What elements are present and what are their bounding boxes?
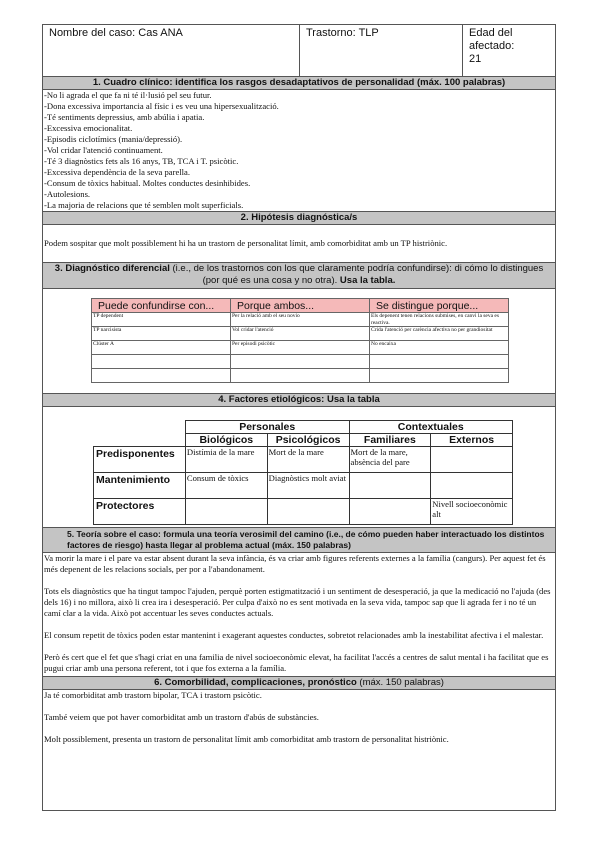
clinical-traits-list [43, 90, 555, 212]
table-row [92, 327, 509, 341]
factor-row [94, 447, 513, 473]
disorder: Trastorno: TLP [300, 25, 463, 76]
section-1-title: 1. Cuadro clínico: identifica los rasgos desadaptativos de personalidad (máx. 100 palabras) [43, 77, 555, 90]
table-cell [92, 355, 231, 369]
s6-title-bold: 6. Comorbilidad, complicaciones, pronóstico [154, 677, 357, 688]
comorbidity-paragraph: També veiem que pot haver comorbiditat amb un trastorn d'abús de substàncies. [44, 712, 319, 722]
section-4-title: 4. Factores etiológicos: Usa la tabla [43, 394, 555, 407]
table-cell [370, 355, 509, 369]
age-label: Edad del afectado: [469, 27, 515, 52]
section-3-title [43, 263, 555, 289]
factor-cell: Distímia de la mare [185, 447, 267, 473]
trait-item: -Consum de tòxics habitual. Moltes conductes desinhibides. [44, 178, 251, 188]
theory-paragraph: El consum repetit de tòxics poden estar mantenint i exagerant aquestes conductes, sobretot relacionades amb la inestabilitat afectiva i el malestar. [44, 630, 544, 640]
hypothesis-paragraph: Podem sospitar que molt possiblement hi ha un trastorn de personalitat límit, amb comorbiditat amb un TP histriònic. [44, 238, 448, 248]
s6-title-rest: (máx. 150 palabras) [356, 677, 444, 688]
factor-cell: Diagnòstics molt aviat [267, 473, 349, 499]
differential-area [43, 289, 555, 394]
table-cell [231, 369, 370, 383]
theory-paragraph: Tots els diagnòstics que ha tingut tampoc l'ajuden, perquè porten estigmatització i un sentiment de desesperació, ja que la medicació no l'ajuda (des dels 16) i no millora, això li crea ira i desesperació. Per culpa d'això no es sent motivada en la seva vida, tampoc sap que li agrada fer i no té un camí clar a la vida. Això pot accentuar les seves conductes actuals. [44, 586, 551, 618]
trait-item: -Excessiva dependència de la seva parella. [44, 167, 191, 177]
factor-cell [431, 447, 513, 473]
hypothesis-text [43, 225, 555, 263]
table-cell: Crida l'atenció per carència afectiva no per grandiositat [370, 327, 509, 341]
case-header [43, 25, 555, 77]
factor-cell [349, 499, 431, 525]
table-cell: No encaixa [370, 341, 509, 355]
factor-cell [349, 473, 431, 499]
group-header-row [94, 421, 513, 434]
factor-cell: Consum de tòxics [185, 473, 267, 499]
table-row [92, 355, 509, 369]
paragraph-gap [44, 723, 554, 734]
column-header-row [94, 434, 513, 447]
table-row [92, 369, 509, 383]
trait-item: -Dona excessiva importancia al físic i es veu una hipersexualització. [44, 101, 279, 111]
factor-cell: Mort de la mare [267, 447, 349, 473]
table-row [92, 341, 509, 355]
factor-label: Predisponentes [94, 447, 186, 473]
case-form [42, 24, 556, 811]
s3-title-end: Usa la tabla. [339, 275, 396, 286]
paragraph-gap [44, 619, 554, 630]
paragraph-gap [44, 575, 554, 586]
table-cell: Els depenent tenen relacions submises, en canvi la seva es reactiva. [370, 313, 509, 327]
factor-label: Protectores [94, 499, 186, 525]
comorbidity-paragraph: Molt possiblement, presenta un trastorn de personalitat límit amb comorbiditat amb trastorn de personalitat histriònic. [44, 734, 449, 744]
table-cell: TP narcisista [92, 327, 231, 341]
table-header-row [92, 299, 509, 313]
trait-item: -Autolesions. [44, 189, 91, 199]
trait-item: -No li agrada el que fa ni té il·lusió pel seu futur. [44, 90, 212, 100]
column-header: Puede confundirse con... [92, 299, 231, 313]
s3-title-bold: 3. Diagnóstico diferencial [54, 263, 170, 274]
trait-item: -Excessiva emocionalitat. [44, 123, 133, 133]
table-cell [370, 369, 509, 383]
theory-paragraph: Va morir la mare i el pare va estar absent durant la seva infància, és va criar amb figures referents externes a la família (cangurs). Per aquest fet és més depenent de les relacions socials, per por a l'abandonament. [44, 553, 546, 574]
trait-item: -Té sentiments depressius, amb abúlia i apatia. [44, 112, 205, 122]
paragraph-gap [44, 701, 554, 712]
case-name: Nombre del caso: Cas ANA [43, 25, 300, 76]
paragraph-gap [44, 641, 554, 652]
factor-cell [267, 499, 349, 525]
section-6-title [43, 677, 555, 690]
table-cell: Clúster A [92, 341, 231, 355]
group-contextuales: Contextuales [349, 421, 512, 434]
comorbidity-paragraph: Ja té comorbiditat amb trastorn bipolar, TCA i trastorn psicòtic. [44, 690, 262, 700]
trait-item: -Vol cridar l'atenció continuament. [44, 145, 163, 155]
column-header: Familiares [349, 434, 431, 447]
table-row [92, 313, 509, 327]
s3-title-rest: (i.e., de los trastornos con los que claramente podría confundirse): di cómo lo distingues (por qué es una cosa y no otra). [169, 263, 544, 286]
comorbidity-text [43, 690, 555, 810]
empty-corner [94, 421, 186, 434]
empty-corner [94, 434, 186, 447]
table-cell: Per la relació amb el seu novio [231, 313, 370, 327]
table-cell: Per episodi psicòtic [231, 341, 370, 355]
trait-item: -Té 3 diagnòstics fets als 16 anys, TB, TCA i T. psicòtic. [44, 156, 239, 166]
factor-cell [431, 473, 513, 499]
table-cell [231, 355, 370, 369]
factor-row [94, 499, 513, 525]
trait-item: -Episodis ciclotímics (mania/depressió). [44, 134, 183, 144]
table-cell: TP dependent [92, 313, 231, 327]
factor-cell [185, 499, 267, 525]
table-cell: Vol cridar l'atenció [231, 327, 370, 341]
section-5-title: 5. Teoría sobre el caso: formula una teoría verosimil del camino (i.e., de cómo pueden haber interactuado los distintos factores de riesgo) hasta llegar al problema actual (máx. 150 palabras) [43, 528, 555, 553]
section-2-title: 2. Hipótesis diagnóstica/s [43, 212, 555, 225]
factor-label: Mantenimiento [94, 473, 186, 499]
differential-table [91, 298, 509, 383]
trait-item: -La majoria de relacions que té semblen molt superficials. [44, 200, 244, 210]
etiology-table [93, 420, 513, 525]
column-header: Biológicos [185, 434, 267, 447]
factor-row [94, 473, 513, 499]
theory-paragraph: Però és cert que el fet que s'hagi criat en una familia de nivel socioeconòmic elevat, ha facilitat l'accés a centres de salut mental i ha facilitat que es pugui criar amb una persona referent, tot i que fos externa a la família. [44, 652, 549, 673]
factor-cell: Nivell socioeconòmic alt [431, 499, 513, 525]
column-header: Se distingue porque... [370, 299, 509, 313]
etiology-area [43, 407, 555, 528]
table-cell [92, 369, 231, 383]
group-personales: Personales [185, 421, 349, 434]
age-field [463, 25, 555, 76]
factor-cell: Mort de la mare, absència del pare [349, 447, 431, 473]
case-theory-text [43, 553, 555, 677]
column-header: Porque ambos... [231, 299, 370, 313]
age-value: 21 [469, 53, 482, 65]
column-header: Externos [431, 434, 513, 447]
column-header: Psicológicos [267, 434, 349, 447]
